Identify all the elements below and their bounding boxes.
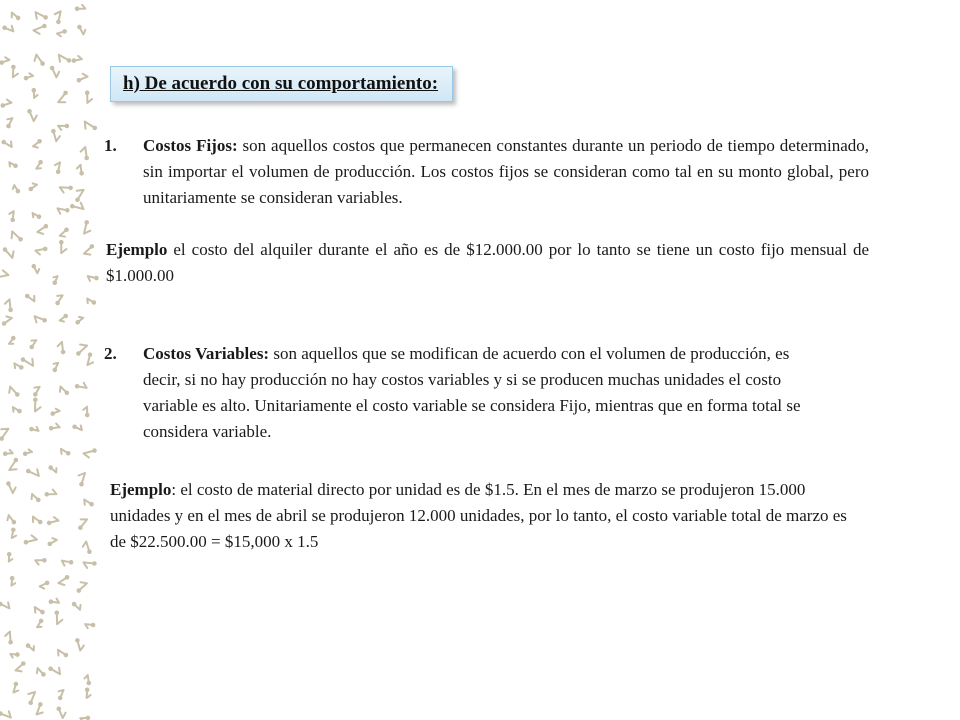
example-fixed bbox=[106, 237, 869, 289]
item-number-2: 2. bbox=[104, 344, 117, 363]
example-label-variable: Ejemplo bbox=[110, 480, 172, 499]
section-heading bbox=[110, 66, 453, 102]
item-term-variable: Costos Variables: bbox=[143, 344, 270, 363]
section-heading-text: h) De acuerdo con su comportamiento: bbox=[123, 73, 439, 94]
example-label-fixed: Ejemplo bbox=[106, 240, 168, 259]
decorative-pattern bbox=[0, 0, 100, 720]
example-text-variable: : el costo de material directo por unidad es de $1.5. En el mes de marzo se produjeron 15.000 unidades y en el mes de abril se produjeron 12.000 unidades, por lo tanto, el costo variable total de marzo es de $22.500.00 = $15,000 x 1.5 bbox=[110, 480, 847, 551]
item-term-fixed: Costos Fijos: bbox=[143, 136, 238, 155]
example-text-fixed: el costo del alquiler durante el año es de $12.000.00 por lo tanto se tiene un costo fijo mensual de $1.000.00 bbox=[106, 240, 869, 285]
item-number-1: 1. bbox=[104, 136, 117, 155]
item-fixed-costs bbox=[143, 133, 869, 211]
item-variable-costs bbox=[143, 341, 823, 445]
item-text-variable: son aquellos que se modifican de acuerdo con el volumen de producción, es decir, si no hay producción no hay costos variables y si se producen muchas unidades el costo variable es alto. Unitariamente el costo variable se considera Fijo, mientras que en forma total se considera variable. bbox=[143, 344, 801, 441]
example-variable bbox=[110, 477, 850, 555]
item-text-fixed: son aquellos costos que permanecen constantes durante un periodo de tiempo determinado, sin importar el volumen de producción. Los costos fijos se consideran como tal en su monto global, pero unitariamente se consideran variables. bbox=[143, 136, 870, 207]
